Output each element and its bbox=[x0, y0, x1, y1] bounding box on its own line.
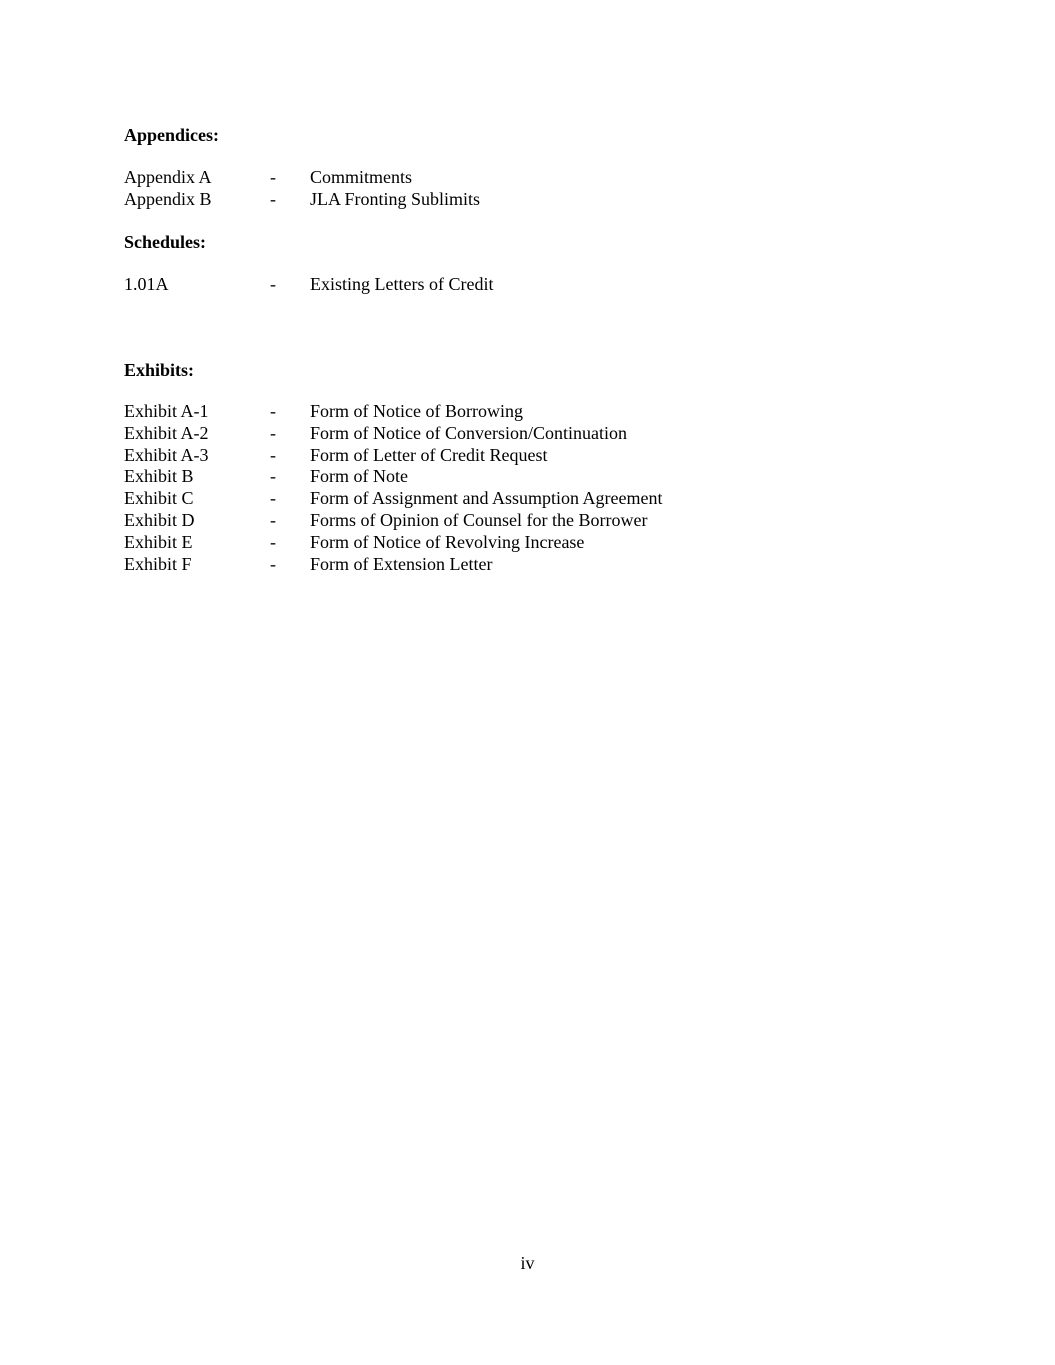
page-number: iv bbox=[520, 1253, 535, 1273]
entry-description: Form of Notice of Conversion/Continuation bbox=[310, 422, 627, 443]
schedules-heading: Schedules: bbox=[124, 232, 207, 252]
entry-dash: - bbox=[270, 466, 276, 487]
entry-description: Form of Extension Letter bbox=[310, 553, 493, 574]
entry-description: Forms of Opinion of Counsel for the Borrower bbox=[310, 509, 648, 530]
entry-dash: - bbox=[270, 444, 276, 465]
entry-description: Form of Letter of Credit Request bbox=[310, 444, 548, 465]
entry-description: Existing Letters of Credit bbox=[310, 274, 494, 294]
entry-dash: - bbox=[270, 553, 276, 574]
entry-dash: - bbox=[270, 422, 276, 443]
entry-description: Form of Notice of Revolving Increase bbox=[310, 531, 585, 552]
entry-reference: Exhibit D bbox=[124, 509, 195, 530]
entry-reference: Exhibit A-3 bbox=[124, 444, 209, 465]
entry-description: JLA Fronting Sublimits bbox=[310, 188, 481, 209]
entry-dash: - bbox=[270, 188, 276, 209]
entry-reference: Exhibit C bbox=[124, 488, 194, 509]
appendices-heading: Appendices: bbox=[124, 125, 220, 145]
entry-dash: - bbox=[270, 509, 276, 530]
entry-reference: Appendix A bbox=[124, 167, 212, 187]
entry-reference: Exhibit E bbox=[124, 531, 193, 552]
exhibits-heading: Exhibits: bbox=[124, 360, 195, 380]
entry-dash: - bbox=[270, 167, 276, 187]
entry-dash: - bbox=[270, 401, 276, 421]
entry-reference: Exhibit A-1 bbox=[124, 401, 209, 421]
entry-reference: Exhibit A-2 bbox=[124, 422, 209, 443]
entry-description: Commitments bbox=[310, 167, 413, 187]
entry-reference: Appendix B bbox=[124, 188, 212, 209]
entry-description: Form of Note bbox=[310, 466, 408, 487]
entry-description: Form of Assignment and Assumption Agreement bbox=[310, 488, 663, 509]
entry-dash: - bbox=[270, 488, 276, 509]
entry-reference: 1.01A bbox=[124, 274, 169, 294]
entry-reference: Exhibit B bbox=[124, 466, 194, 487]
entry-dash: - bbox=[270, 531, 276, 552]
entry-dash: - bbox=[270, 274, 276, 294]
entry-description: Form of Notice of Borrowing bbox=[310, 401, 523, 421]
entry-reference: Exhibit F bbox=[124, 553, 192, 574]
